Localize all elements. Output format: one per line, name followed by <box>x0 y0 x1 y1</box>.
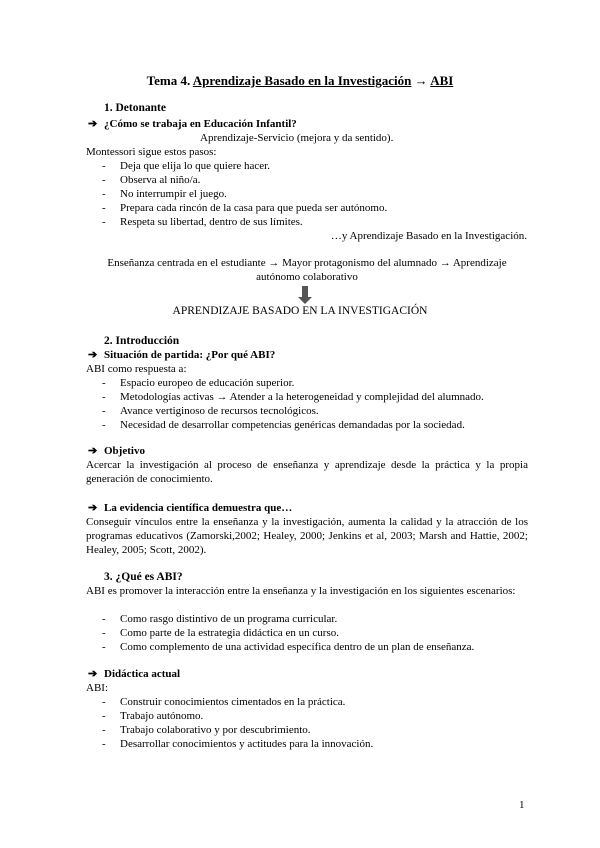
list-item: - Construir conocimientos cimentados en la práctica. <box>102 696 346 708</box>
list-item: - Trabajo colaborativo y por descubrimiento. <box>102 724 311 736</box>
objetivo-heading: ➔ Objetivo <box>88 445 145 457</box>
arrow-bullet-icon: ➔ <box>88 445 98 457</box>
montessori-line: Montessori sigue estos pasos: <box>86 146 217 158</box>
list-item: - Respeta su libertad, dentro de sus límites. <box>102 216 303 228</box>
list-item: - Avance vertiginoso de recursos tecnológicos. <box>102 405 319 417</box>
section-1-heading: 1. Detonante <box>104 102 166 114</box>
list-item: - Metodologías activas → Atender a la heterogeneidad y complejidad del alumnado. <box>102 391 484 403</box>
evidencia-heading: ➔ La evidencia científica demuestra que… <box>88 502 293 514</box>
document-title <box>0 74 600 88</box>
list-item: - Espacio europeo de educación superior. <box>102 377 295 389</box>
aps-line: Aprendizaje-Servicio (mejora y da sentido). <box>200 132 394 144</box>
list-item: - Observa al niño/a. <box>102 174 201 186</box>
arrow-bullet-icon: ➔ <box>88 502 98 514</box>
arrow-bullet-icon: ➔ <box>88 118 98 130</box>
section-1-question: ➔ ¿Cómo se trabaja en Educación Infantil? <box>88 118 297 130</box>
page-number: 1 <box>519 799 525 811</box>
list-item: - Desarrollar conocimientos y actitudes para la innovación. <box>102 738 374 750</box>
arrow-bullet-icon: ➔ <box>88 668 98 680</box>
closing-line: …y Aprendizaje Basado en la Investigación. <box>330 230 527 242</box>
list-item: - Necesidad de desarrollar competencias genéricas demandadas por la sociedad. <box>102 419 465 431</box>
section-2-heading: 2. Introducción <box>104 335 180 347</box>
title-arrow: → <box>411 73 431 88</box>
arrow-bullet-icon: ➔ <box>88 349 98 361</box>
section-3-heading: 3. ¿Qué es ABI? <box>104 571 183 583</box>
didactica-intro: ABI: <box>86 682 108 694</box>
list-item: - Como parte de la estrategia didáctica en un curso. <box>102 627 339 639</box>
objetivo-text: Acercar la investigación al proceso de enseñanza y aprendizaje desde la práctica y la propia generación de conocimiento. <box>86 459 528 485</box>
title-abbr: ABI <box>430 73 454 88</box>
evidencia-text: Conseguir vínculos entre la enseñanza y la investigación, aumenta la calidad y la atracción de los programas educativos (Zamorski,2002; Healey, 2000; Jenkins et al, 2003; Marsh and Hattie, 2002; Healey, 2005; Scott, 2002). <box>86 516 528 556</box>
section-2-question: ➔ Situación de partida: ¿Por qué ABI? <box>88 349 276 361</box>
abi-intro: ABI como respuesta a: <box>86 363 187 375</box>
list-item: - No interrumpir el juego. <box>102 188 227 200</box>
section-3-text: ABI es promover la interacción entre la enseñanza y la investigación en los siguientes escenarios: <box>86 585 516 597</box>
list-item: - Como rasgo distintivo de un programa curricular. <box>102 613 338 625</box>
list-item: - Trabajo autónomo. <box>102 710 204 722</box>
title-main: Aprendizaje Basado en la Investigación <box>192 73 412 88</box>
banner-line: APRENDIZAJE BASADO EN LA INVESTIGACIÓN <box>172 305 428 317</box>
list-item: - Como complemento de una actividad específica dentro de un plan de enseñanza. <box>102 641 475 653</box>
list-item: - Deja que elija lo que quiere hacer. <box>102 160 270 172</box>
list-item: - Prepara cada rincón de la casa para que pueda ser autónomo. <box>102 202 388 214</box>
arrow-down-icon <box>298 286 312 304</box>
summary-line: Enseñanza centrada en el estudiante → Mayor protagonismo del alumnado → Aprendizaje autónomo colaborativo <box>107 257 507 283</box>
title-prefix: Tema 4. <box>146 73 193 88</box>
didactica-heading: ➔ Didáctica actual <box>88 668 181 680</box>
